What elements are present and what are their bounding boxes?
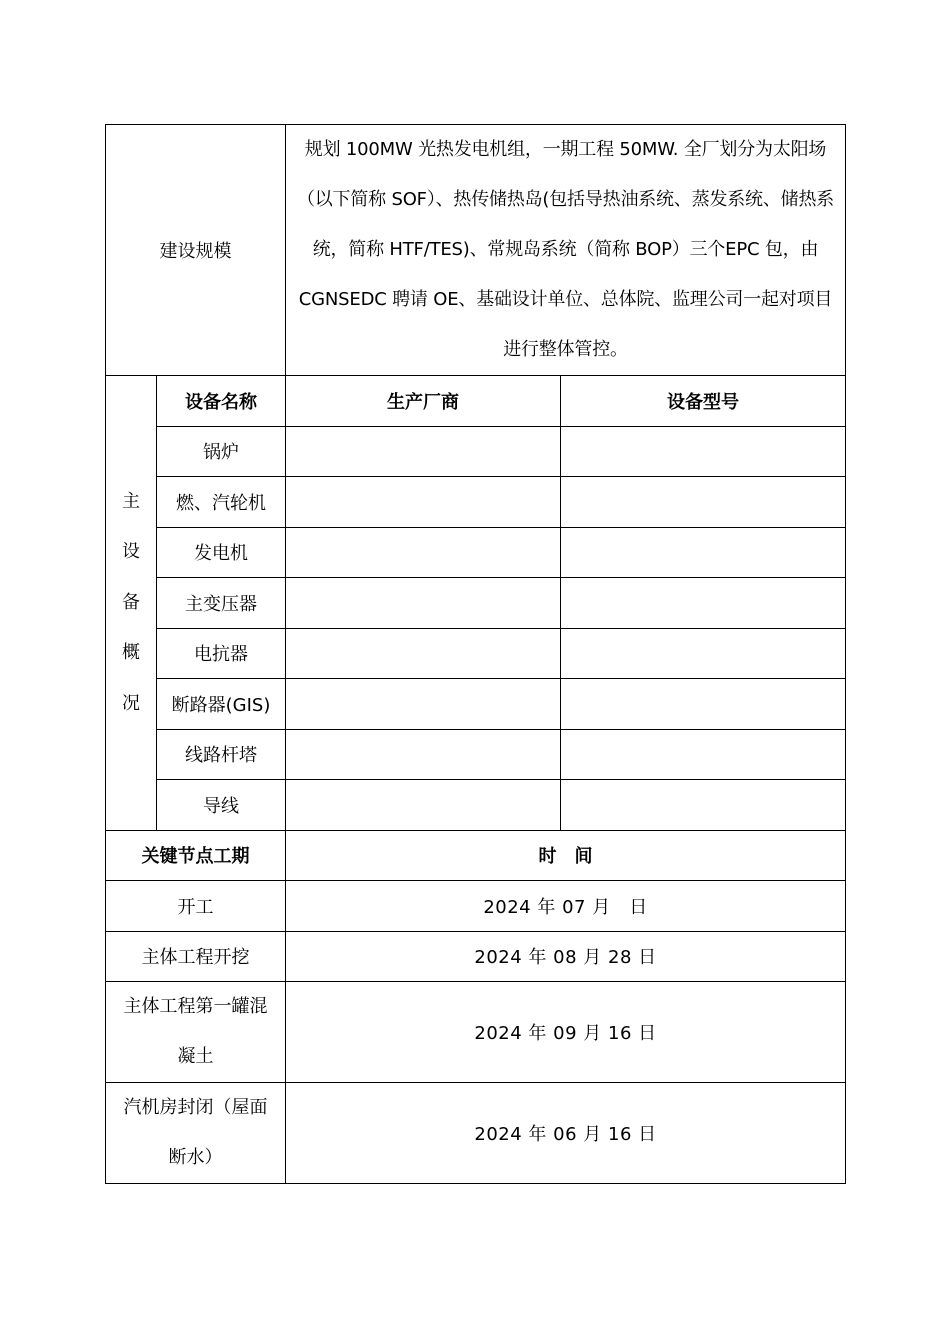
model-cell[interactable] <box>561 426 846 477</box>
equipment-name: 发电机 <box>157 527 286 578</box>
equipment-name: 锅炉 <box>157 426 286 477</box>
table-row <box>106 679 846 730</box>
milestone-node: 开工 <box>106 881 286 932</box>
model-cell[interactable] <box>561 729 846 780</box>
milestone-node: 主体工程第一罐混凝土 <box>106 982 286 1083</box>
milestone-row <box>106 1083 846 1184</box>
manufacturer-cell[interactable] <box>286 578 561 629</box>
manufacturer-cell[interactable] <box>286 426 561 477</box>
model-cell[interactable] <box>561 628 846 679</box>
equipment-side-label: 主 设 备 概 况 <box>106 376 157 831</box>
equipment-name: 断路器(GIS) <box>157 679 286 730</box>
manufacturer-cell[interactable] <box>286 628 561 679</box>
equipment-header-row <box>106 376 846 427</box>
milestone-time: 2024 年 06 月 16 日 <box>286 1083 846 1184</box>
manufacturer-cell[interactable] <box>286 527 561 578</box>
milestone-row <box>106 881 846 932</box>
milestone-row <box>106 982 846 1083</box>
equipment-name: 导线 <box>157 780 286 831</box>
table-row <box>106 477 846 528</box>
model-cell[interactable] <box>561 527 846 578</box>
model-cell[interactable] <box>561 780 846 831</box>
header-equipment-model: 设备型号 <box>561 376 846 427</box>
scale-label: 建设规模 <box>106 125 286 376</box>
header-manufacturer: 生产厂商 <box>286 376 561 427</box>
manufacturer-cell[interactable] <box>286 780 561 831</box>
equipment-name: 电抗器 <box>157 628 286 679</box>
table-row <box>106 780 846 831</box>
table-row <box>106 426 846 477</box>
equipment-name: 主变压器 <box>157 578 286 629</box>
scale-description: 规划 100MW 光热发电机组，一期工程 50MW. 全厂划分为太阳场（以下简称 SOF）、热传储热岛(包括导热油系统、蒸发系统、储热系统，简称 HTF/TES)、常规岛系统（简称 BOP）三个EPC 包，由 CGNSEDC 聘请 OE、基础设计单位、总体院、监理公司一起对项目进行整体管控。 <box>286 125 846 376</box>
table-row <box>106 729 846 780</box>
milestone-time: 2024 年 07 月 日 <box>286 881 846 932</box>
manufacturer-cell[interactable] <box>286 679 561 730</box>
model-cell[interactable] <box>561 477 846 528</box>
equipment-name: 线路杆塔 <box>157 729 286 780</box>
equipment-name: 燃、汽轮机 <box>157 477 286 528</box>
milestone-node: 汽机房封闭（屋面断水） <box>106 1083 286 1184</box>
project-info-table <box>105 124 846 1184</box>
model-cell[interactable] <box>561 679 846 730</box>
manufacturer-cell[interactable] <box>286 729 561 780</box>
model-cell[interactable] <box>561 578 846 629</box>
milestone-node: 主体工程开挖 <box>106 931 286 982</box>
table-row <box>106 578 846 629</box>
manufacturer-cell[interactable] <box>286 477 561 528</box>
header-equipment-name: 设备名称 <box>157 376 286 427</box>
header-milestone-time: 时 间 <box>286 830 846 881</box>
milestone-row <box>106 931 846 982</box>
scale-row <box>106 125 846 376</box>
milestone-time: 2024 年 08 月 28 日 <box>286 931 846 982</box>
table-row <box>106 628 846 679</box>
table-row <box>106 527 846 578</box>
header-milestone-node: 关键节点工期 <box>106 830 286 881</box>
milestone-header-row <box>106 830 846 881</box>
milestone-time: 2024 年 09 月 16 日 <box>286 982 846 1083</box>
